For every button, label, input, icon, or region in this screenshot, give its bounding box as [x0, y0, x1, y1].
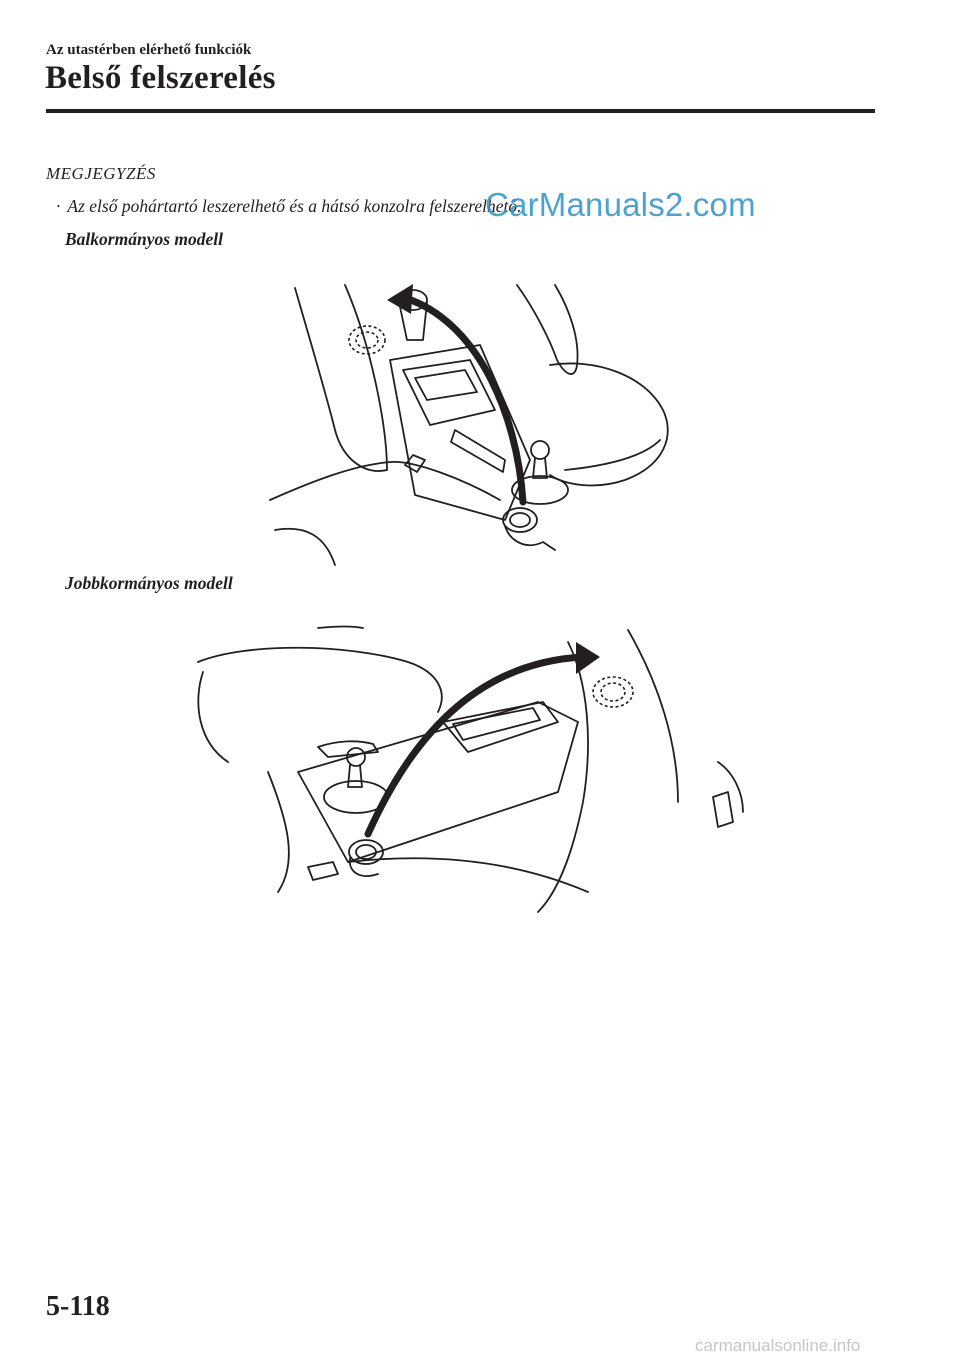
page-number: 5-118: [46, 1291, 110, 1322]
note-text: [56, 196, 522, 217]
note-body: Az első pohártartó leszerelhető és a hátsó konzolra felszerelhető.: [67, 196, 522, 216]
figure-label-rhd: Jobbkormányos modell: [65, 573, 233, 593]
note-heading: MEGJEGYZÉS: [46, 164, 156, 183]
watermark-logo: CarManuals2.com: [485, 186, 756, 223]
figure-label-lhd: Balkormányos modell: [65, 229, 223, 249]
footer-watermark: carmanualsonline.info: [695, 1336, 861, 1355]
lhd-cupholder-illustration: [265, 280, 685, 570]
title-rule: [46, 109, 875, 113]
rhd-cupholder-illustration: [188, 622, 778, 914]
note-bullet: ·: [56, 196, 61, 216]
page-title: Belső felszerelés: [45, 60, 276, 96]
section-label: Az utastérben elérhető funkciók: [46, 42, 252, 58]
